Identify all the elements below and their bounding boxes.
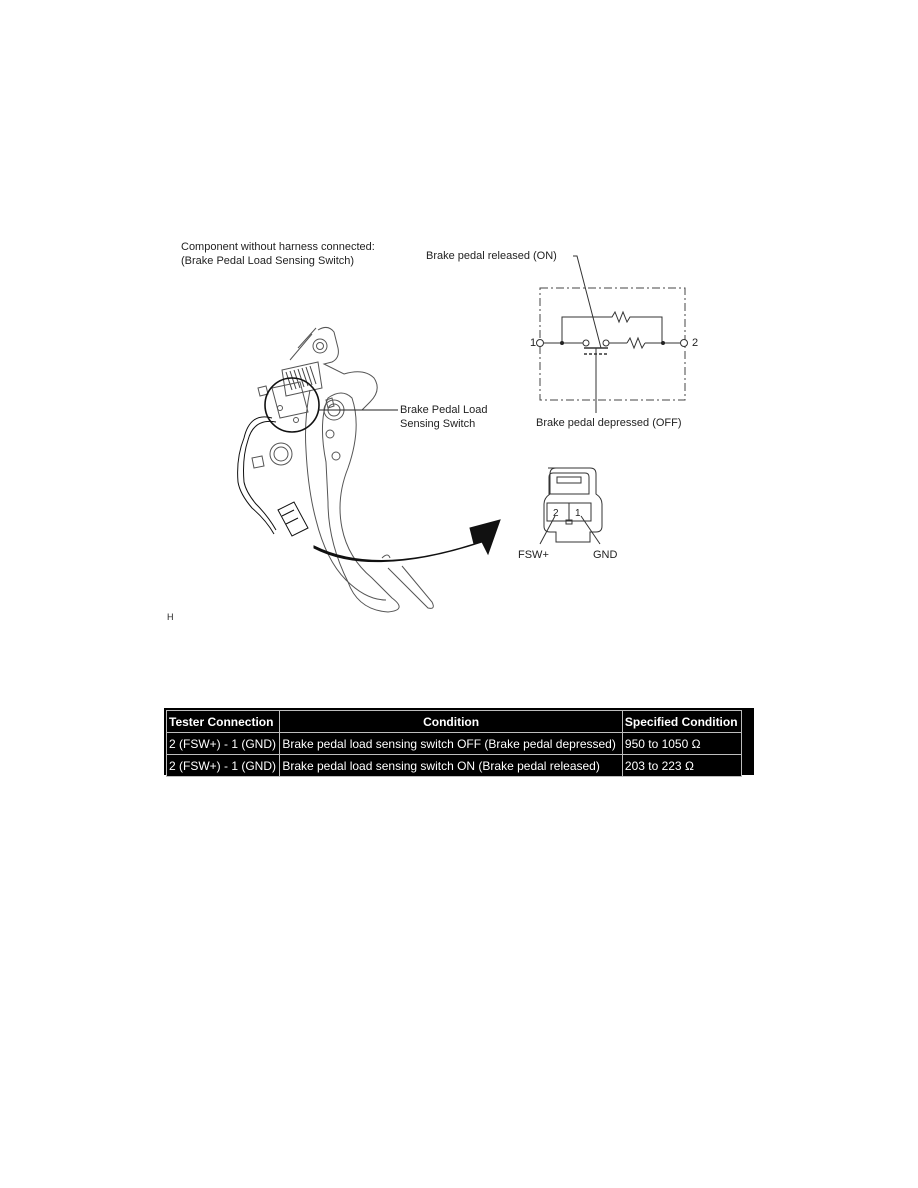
table-header-row: [167, 711, 742, 733]
cell-condition: Brake pedal load sensing switch ON (Brake pedal released): [280, 755, 623, 777]
schematic-terminal-1: 1: [530, 337, 537, 349]
header-specified-condition: Specified Condition: [622, 711, 741, 733]
specification-table: [164, 708, 754, 775]
header-condition: Condition: [280, 711, 623, 733]
table-row: [167, 733, 742, 755]
figure-caption-line1: Component without harness connected:: [181, 241, 375, 253]
connector-label-fsw: FSW+: [518, 549, 549, 561]
cell-specified-condition: 950 to 1050 Ω: [622, 733, 741, 755]
connector-pin-2: 2: [553, 508, 559, 519]
connector-label-gnd: GND: [593, 549, 618, 561]
switch-callout-line1: Brake Pedal Load: [400, 404, 488, 416]
cell-tester-connection: 2 (FSW+) - 1 (GND): [167, 755, 280, 777]
schematic-terminal-2: 2: [692, 337, 699, 349]
table-row: [167, 755, 742, 777]
schematic-released-label: Brake pedal released (ON): [426, 250, 557, 262]
connector-pin-1: 1: [575, 508, 581, 519]
schematic-depressed-label: Brake pedal depressed (OFF): [536, 417, 682, 429]
cell-specified-condition: 203 to 223 Ω: [622, 755, 741, 777]
header-tester-connection: Tester Connection: [167, 711, 280, 733]
figure-marker: H: [167, 612, 174, 622]
cell-tester-connection: 2 (FSW+) - 1 (GND): [167, 733, 280, 755]
switch-callout-line2: Sensing Switch: [400, 418, 476, 430]
cell-condition: Brake pedal load sensing switch OFF (Brake pedal depressed): [280, 733, 623, 755]
figure-caption-line2: (Brake Pedal Load Sensing Switch): [181, 255, 355, 267]
